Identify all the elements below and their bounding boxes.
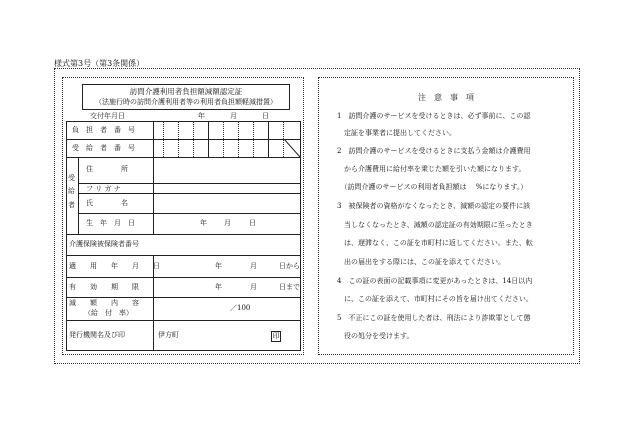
notice-line: は、遅滞なく、この証を市町村に返してください。また、転 [337,239,533,247]
furigana-label: フ リ ガ ナ [86,185,121,193]
notice-line: 4 この証の表面の記載事項に変更があったときは、14日以内 [337,277,533,285]
row-separator [66,277,300,278]
applicable-year: 年 [215,262,222,270]
insurer-number-label: 負 担 者 番 号 [72,126,135,134]
birthdate-month: 月 [224,219,231,227]
digit-divider [268,121,269,157]
digit-divider [253,121,254,157]
notice-line: 3 被保険者の資格がなくなったとき、減額の認定の要件に該 [337,202,531,210]
digit-divider [208,121,209,157]
applicable-from: 日から [279,262,300,270]
digit-divider [223,121,224,157]
digit-divider [178,121,179,157]
row-separator [78,193,300,194]
row-separator [78,183,300,184]
issuer-seal: 印 [272,332,280,340]
form-number: 様式第3号（第3条関係） [54,59,145,68]
birthdate-year: 年 [200,219,207,227]
issue-date-label: 交付年月日 [90,112,125,120]
row-separator [78,213,300,214]
row-separator [66,157,300,158]
recipient-number-label: 受 給 者 番 号 [72,144,135,152]
unused-cell-diagonal [284,139,301,158]
applicable-month: 月 [250,262,257,270]
label-column-divider [153,121,154,234]
validity-label: 有 効 期 限 [69,283,139,291]
address-label: 住 所 [86,165,128,173]
birthdate-day: 日 [249,219,256,227]
birthdate-label: 生 年 月 日 [86,219,135,227]
issuer-label: 発行機関名及び印 [69,331,125,339]
notice-line: （訪問介護のサービスの利用者負担額は %になります。） [337,183,528,191]
reduction-content-label: 減 額 内 容 [69,299,139,307]
reduction-value: ／100 [230,304,251,312]
certificate-title: 訪問介護利用者負担額減額認定証 [129,87,243,96]
name-label: 氏 名 [86,199,128,207]
notice-line: 5 不正にこの証を使用した者は、刑法により詐欺罪として懲 [337,314,531,322]
notice-line: から介護費用に給付率を乗じた額を引いた額になります。 [337,165,526,173]
table-left-border [66,121,67,351]
reduction-subtitle: （給 付 率） [84,309,133,317]
validity-until: 日まで [279,283,300,291]
row-separator [66,297,300,298]
digit-divider [238,121,239,157]
issue-date-day: 日 [262,112,269,120]
issue-date-month: 月 [230,112,237,120]
row-separator [66,234,300,235]
validity-month: 月 [250,283,257,291]
notice-line: 2 訪問介護のサービスを受けるときに支払う金額は介護費用 [337,147,531,155]
row-separator [66,255,300,256]
beneficiary-group-divider [78,157,79,234]
table-top-border [66,121,300,122]
notice-line: 1 訪問介護のサービスを受けるときは、必ず事前に、この認 [337,112,531,120]
notice-line: 当しなくなったとき、減額の認定証の有効期限に至ったとき [337,221,533,229]
notice-line: に、この証を添えて、市町村にその旨を届け出てください。 [337,295,533,303]
insured-number-label: 介護保険被保険者番号 [69,240,139,248]
notice-line: 定証を事業者に提出してください。 [337,129,456,137]
notice-title: 注 意 事 項 [418,93,474,102]
validity-year: 年 [215,283,222,291]
row-separator [66,139,300,140]
digit-divider [163,121,164,157]
row-separator [66,320,300,321]
notice-line: 役の処分を受けます。 [337,332,414,340]
beneficiary-group-label: 受 給 者 [68,174,75,209]
table-bottom-border [66,350,301,351]
digit-divider [193,121,194,157]
applicable-date-label: 適 用 年 月 日 [69,262,160,270]
notice-line: 出の届出をする際には、この証を添えてください。 [337,258,505,266]
issuer-name: 伊方町 [158,331,179,339]
issue-date-year: 年 [198,112,205,120]
certificate-subtitle: （法施行時の訪問介護利用者等の利用者負担額軽減措置） [95,98,277,106]
